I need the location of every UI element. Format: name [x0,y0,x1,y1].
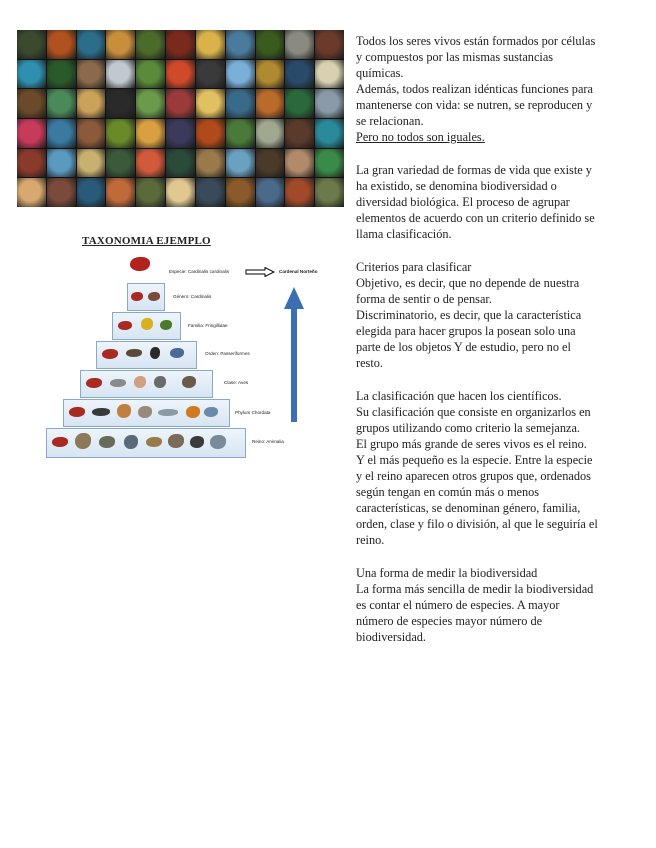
text-line: y el reino aparecen otros grupos que, ordenados [356,469,591,483]
text-line: El grupo más grande de seres vivos es el reino. [356,437,587,451]
animal-photo-tile [196,149,225,178]
animal-photo-tile [47,30,76,59]
spider-icon [190,436,204,448]
animal-photo-tile [315,178,344,207]
animal-photo-tile [106,149,135,178]
taxonomy-title: TAXONOMIA EJEMPLO [82,235,211,247]
animal-photo-tile [315,89,344,118]
animal-photo-mosaic [17,30,344,207]
text-line: elementos de acuerdo con un criterio definido se [356,211,595,225]
level-label-phylum: Phylum Chordata [235,410,271,415]
animal-photo-tile [226,30,255,59]
animal-photo-tile [106,60,135,89]
animal-photo-tile [77,149,106,178]
text-line: número de especies mayor número de [356,614,543,628]
bird-icon [148,292,160,301]
text-line: Discriminatorio, es decir, que la característica [356,308,582,322]
text-line: Además, todos realizan idénticas funciones para [356,82,593,96]
animal-photo-tile [106,89,135,118]
animal-photo-tile [77,60,106,89]
animal-photo-tile [166,178,195,207]
animal-photo-tile [285,149,314,178]
bird-icon [154,376,166,388]
animal-icon [146,437,162,447]
emphasis-line: Pero no todos son iguales. [356,130,485,144]
cardinal-icon [131,292,143,301]
kangaroo-icon [117,404,131,418]
bird-icon [110,379,126,387]
bird-icon [92,408,110,416]
animal-icon [138,406,152,418]
text-column [356,33,646,645]
cardinal-icon [118,321,132,330]
cardinal-icon [86,378,102,388]
criteria-paragraph [356,259,646,371]
animal-photo-tile [47,119,76,148]
text-line: Su clasificación que consiste en organizarlos en [356,405,591,419]
animal-icon [124,435,138,449]
text-line: forma de sentir o de pensar. [356,292,492,306]
animal-photo-tile [136,89,165,118]
text-line: La gran variedad de formas de vida que existe y [356,163,592,177]
level-label-order: Orden: Passeriformes [205,351,250,356]
text-line: llama clasificación. [356,227,452,241]
animal-photo-tile [256,178,285,207]
animal-photo-tile [47,149,76,178]
text-line: Objetivo, es decir, que no depende de nuestra [356,276,580,290]
text-line: se relacionan. [356,114,424,128]
animal-photo-tile [315,119,344,148]
animal-photo-tile [166,89,195,118]
animal-photo-tile [285,119,314,148]
animal-photo-tile [166,60,195,89]
scientific-classification-paragraph [356,388,646,548]
animal-photo-tile [17,60,46,89]
animal-photo-tile [285,178,314,207]
animal-photo-tile [256,149,285,178]
fish-icon [158,409,178,416]
animal-photo-tile [285,60,314,89]
snake-icon [210,435,226,449]
animal-photo-tile [77,30,106,59]
level-label-class: Clase: Aves [224,380,249,385]
text-line: mantenerse con vida: se nutren, se reproducen y [356,98,593,112]
taxonomy-figure [42,232,342,464]
animal-photo-tile [17,149,46,178]
animal-icon [186,406,200,418]
animal-photo-tile [166,149,195,178]
animal-icon [99,436,115,448]
text-line: químicas. [356,66,404,80]
animal-photo-tile [166,119,195,148]
cardinal-icon [130,257,150,271]
text-line: La forma más sencilla de medir la biodiversidad [356,582,594,596]
animal-photo-tile [196,60,225,89]
animal-photo-tile [17,89,46,118]
arrow-right-icon [245,267,275,277]
text-line: Y el más pequeño es la especie. Entre la especie [356,453,593,467]
animal-photo-tile [47,178,76,207]
text-line: Criterios para clasificar [356,260,472,274]
level-label-kingdom: Reino: Animalia [252,439,284,444]
animal-photo-tile [196,30,225,59]
animal-photo-tile [17,119,46,148]
text-line: resto. [356,356,383,370]
animal-photo-tile [77,119,106,148]
cardinal-icon [52,437,68,447]
level-label-species: Especie: Cardinalis cardinalis [169,269,230,274]
text-line: reino. [356,533,385,547]
animal-photo-tile [106,178,135,207]
bird-icon [170,348,184,358]
animal-photo-tile [77,178,106,207]
text-line: Todos los seres vivos están formados por células [356,34,596,48]
animal-photo-tile [47,60,76,89]
text-line: grupos utilizando como criterio la semejanza. [356,421,580,435]
bird-icon [150,347,160,359]
animal-photo-tile [315,149,344,178]
text-line: características, se denominan género, familia, [356,501,581,515]
animal-photo-tile [106,30,135,59]
animal-photo-tile [47,89,76,118]
animal-photo-tile [226,89,255,118]
text-line: es contar el número de especies. A mayor [356,598,560,612]
animal-photo-tile [285,89,314,118]
animal-photo-tile [136,60,165,89]
bird-icon [182,376,196,388]
animal-photo-tile [136,119,165,148]
animal-photo-tile [17,178,46,207]
level-label-family: Familia: Fringillidae [188,323,228,328]
animal-photo-tile [106,119,135,148]
biodiversity-paragraph [356,162,646,242]
bird-icon [126,349,142,357]
measure-biodiversity-paragraph [356,565,646,645]
animal-photo-tile [77,89,106,118]
text-line: ha existido, se denomina biodiversidad o [356,179,557,193]
animal-photo-tile [256,119,285,148]
animal-photo-tile [226,119,255,148]
animal-photo-tile [256,89,285,118]
animal-photo-tile [196,119,225,148]
finch-icon [160,320,172,330]
animal-photo-tile [226,178,255,207]
level-label-genus: Género: Cardinalis [173,294,212,299]
text-line: y compuestos por las mismas sustancias [356,50,554,64]
animal-photo-tile [166,30,195,59]
text-line: biodiversidad. [356,630,427,644]
animal-photo-tile [315,30,344,59]
text-line: según tengan en común más o menos [356,485,540,499]
text-line: elegida para hacer grupos la posean solo una [356,324,576,338]
animal-photo-tile [226,60,255,89]
bird-icon [134,376,146,388]
text-line: La clasificación que hacen los científicos. [356,389,562,403]
animal-photo-tile [136,149,165,178]
animal-photo-tile [256,60,285,89]
text-line: diversidad biológica. El proceso de agrupar [356,195,570,209]
text-line: Una forma de medir la biodiversidad [356,566,538,580]
snake-icon [204,407,218,417]
animal-photo-tile [315,60,344,89]
species-common-name: Cardenal Norteño [279,269,318,274]
animal-photo-tile [196,178,225,207]
cardinal-icon [69,407,85,417]
animal-photo-tile [196,89,225,118]
animal-photo-tile [17,30,46,59]
text-line: parte de los objetos Y de estudio, pero no el [356,340,571,354]
animal-photo-tile [226,149,255,178]
finch-icon [141,318,153,330]
animal-photo-tile [136,30,165,59]
animal-photo-tile [136,178,165,207]
animal-photo-tile [285,30,314,59]
text-line: orden, clase y filo o división, al que le seguiría el [356,517,598,531]
shell-icon [75,433,91,449]
monkey-icon [168,434,184,448]
cardinal-icon [102,349,118,359]
animal-photo-tile [256,30,285,59]
arrow-up-icon [283,287,305,422]
intro-paragraph [356,33,646,129]
